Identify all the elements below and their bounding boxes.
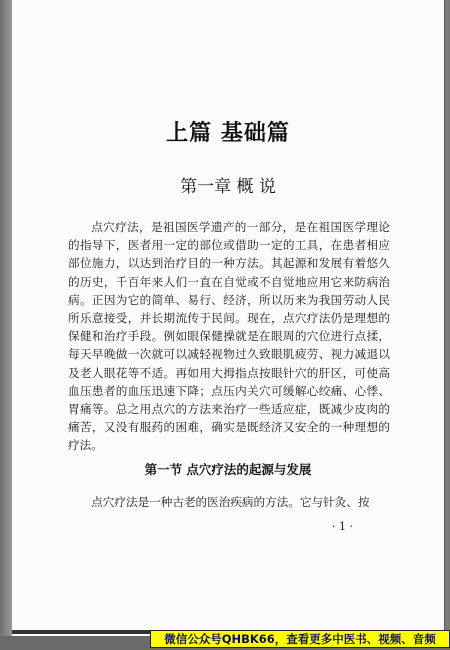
part-title: 上篇 基础篇	[166, 121, 290, 146]
viewer-left-edge	[0, 0, 12, 650]
viewer-scrollbar[interactable]	[445, 0, 450, 650]
body-paragraph: 点穴疗法，是祖国医学遗产的一部分，是在祖国医学理论的指导下，医者用一定的部位或借助一定的工具，在患者相应部位施力，以达到治疗目的一种方法。其起源和发展有着悠久的历史，千百年来人们一直在自觉或不自觉地应用它来防病治病。正因为它的简单、易行、经济，所以历来为我国劳动人民所乐意接受，并长期流传于民间。现在，点穴疗法仍是理想的保健和治疗手段。例如眼保健操就是在眼周的穴位进行点揉，每天早晚做一次就可以减轻视物过久致眼肌疲劳、视力减退以及老人眼花等不适。再如用大拇指点按眼针穴的肝区，可使高血压患者的血压迅速下降；点压内关穴可缓解心绞痛、心悸、胃痛等。总之用点穴的方法来治疗一些适应症，既减少皮肉的痛苦，又没有服药的困难，确实是既经济又安全的一种理想的疗法。	[68, 220, 390, 453]
watermark-banner: 微信公众号QHBK66，查看更多中医书、视频、音频	[150, 630, 450, 648]
section-title: 第一节 点穴疗法的起源与发展	[144, 462, 312, 477]
section-paragraph: 点穴疗法是一种古老的医治疾病的方法。它与针灸、按	[91, 495, 370, 509]
page-number: · 1 ·	[332, 520, 353, 533]
document-page	[12, 0, 445, 636]
chapter-title: 第一章 概 说	[180, 177, 276, 197]
